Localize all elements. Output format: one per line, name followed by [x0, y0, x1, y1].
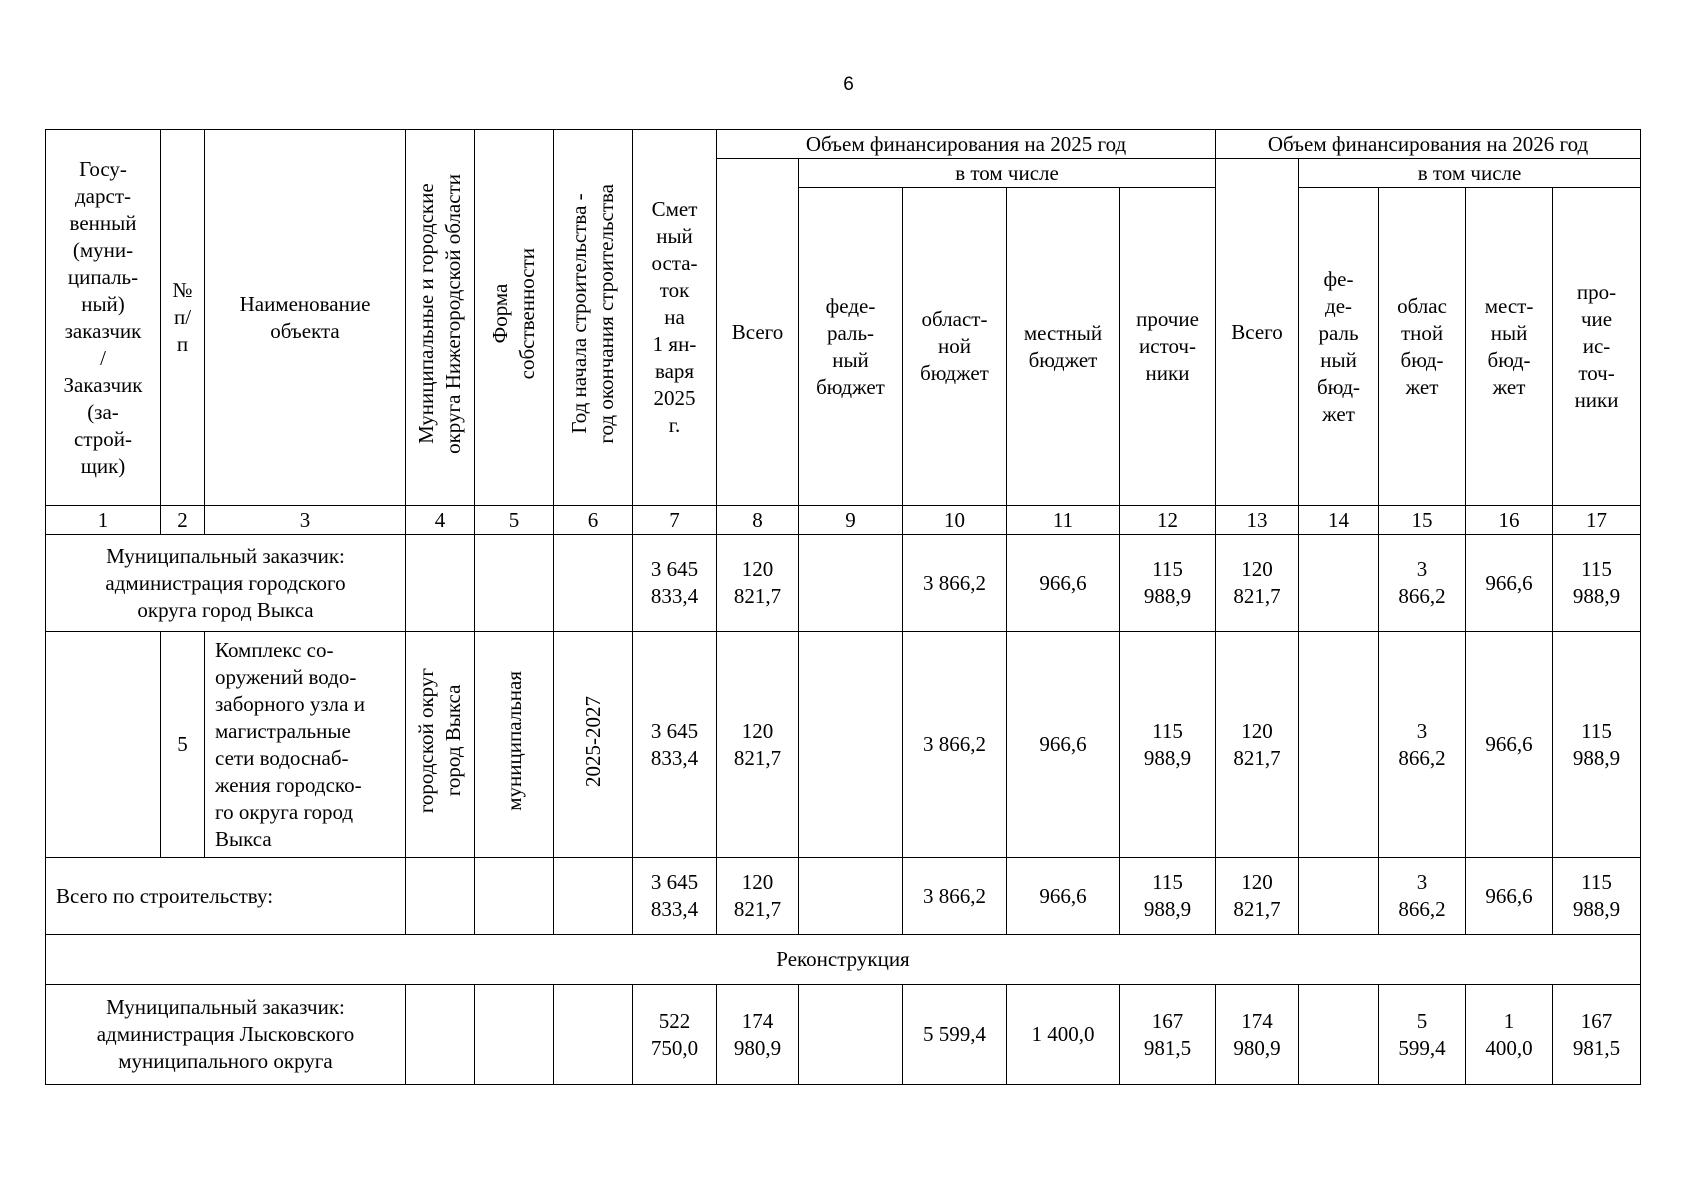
regional-2026-cell: 5 599,4: [1379, 985, 1466, 1085]
header-group-2026: Объем финансирования на 2026 год: [1216, 130, 1641, 159]
total-2025-cell: 174 980,9: [717, 985, 799, 1085]
header-districts-cell: [406, 130, 475, 506]
financing-table: [45, 129, 1641, 1085]
table-row: [46, 535, 1641, 632]
page-number: 6: [843, 74, 854, 95]
regional-2025-cell: 3 866,2: [903, 535, 1007, 632]
other-2026-cell: 115 988,9: [1553, 535, 1641, 632]
local-2026-cell: 966,6: [1466, 535, 1553, 632]
years-text: 2025-2027: [580, 695, 605, 787]
object-name-cell: Комплекс со- оружений водо- заборного узла и магистральные сети водоснаб- жения городско- го округа город Выкса: [205, 632, 406, 858]
table-cell: [475, 858, 554, 935]
table-row: [46, 985, 1641, 1085]
table-cell: [475, 985, 554, 1085]
ownership-cell: [475, 632, 554, 858]
table-row: [46, 632, 1641, 858]
header-districts: Муниципальные и городские округа Нижегородской области: [414, 174, 465, 454]
col-number: 1: [46, 506, 161, 535]
header-incl-2025: в том числе: [799, 159, 1216, 188]
estimate-remainder-cell: 3 645 833,4: [633, 632, 717, 858]
table-cell: [554, 535, 633, 632]
local-2025-cell: 966,6: [1007, 535, 1120, 632]
local-2025-cell: 966,6: [1007, 858, 1120, 935]
header-incl-2026: в том числе: [1299, 159, 1641, 188]
table-cell: [406, 858, 475, 935]
total-2026-cell: 120 821,7: [1216, 858, 1299, 935]
regional-2026-cell: 3 866,2: [1379, 858, 1466, 935]
col-number: 5: [475, 506, 554, 535]
table-cell: [475, 535, 554, 632]
table-cell: [554, 858, 633, 935]
total-2025-cell: 120 821,7: [717, 535, 799, 632]
header-customer: Госу- дарст- венный (муни- ципаль- ный) заказчик / Заказчик (за- строй- щик): [46, 130, 161, 506]
col-number: 8: [717, 506, 799, 535]
other-2025-cell: 115 988,9: [1120, 632, 1216, 858]
header-group-2025: Объем финансирования на 2025 год: [717, 130, 1216, 159]
federal-2025-cell: [799, 535, 903, 632]
total-2026-cell: 120 821,7: [1216, 535, 1299, 632]
regional-2025-cell: 3 866,2: [903, 632, 1007, 858]
other-2025-cell: 167 981,5: [1120, 985, 1216, 1085]
estimate-remainder-cell: 522 750,0: [633, 985, 717, 1085]
row-number-cell: 5: [161, 632, 205, 858]
table-cell: [406, 985, 475, 1085]
col-number: 14: [1299, 506, 1379, 535]
local-2026-cell: 1 400,0: [1466, 985, 1553, 1085]
header-estimate-remainder: Смет ный оста- ток на 1 ян- варя 2025 г.: [633, 130, 717, 506]
column-numbers-row: [46, 506, 1641, 535]
regional-2025-cell: 3 866,2: [903, 858, 1007, 935]
header-object-name: Наименование объекта: [205, 130, 406, 506]
col-number: 10: [903, 506, 1007, 535]
header-total-2025: Всего: [717, 159, 799, 506]
header-local-2025: местный бюджет: [1007, 188, 1120, 506]
header-local-2026: мест- ный бюд- жет: [1466, 188, 1553, 506]
col-number: 4: [406, 506, 475, 535]
table-cell: [554, 985, 633, 1085]
col-number: 7: [633, 506, 717, 535]
local-2026-cell: 966,6: [1466, 858, 1553, 935]
table-cell: [406, 535, 475, 632]
section-title: Реконструкция: [46, 935, 1641, 985]
header-regional-2025: област- ной бюджет: [903, 188, 1007, 506]
header-row-1: [46, 130, 1641, 159]
header-number: № п/ п: [161, 130, 205, 506]
total-construction-label: Всего по строительству:: [46, 858, 406, 935]
header-ownership-cell: [475, 130, 554, 506]
total-2025-cell: 120 821,7: [717, 858, 799, 935]
other-2026-cell: 115 988,9: [1553, 858, 1641, 935]
col-number: 16: [1466, 506, 1553, 535]
col-number: 12: [1120, 506, 1216, 535]
header-years-cell: [554, 130, 633, 506]
other-2025-cell: 115 988,9: [1120, 858, 1216, 935]
other-2026-cell: 167 981,5: [1553, 985, 1641, 1085]
federal-2026-cell: [1299, 632, 1379, 858]
header-other-2026: про- чие ис- точ- ники: [1553, 188, 1641, 506]
federal-2026-cell: [1299, 535, 1379, 632]
table-cell: [46, 632, 161, 858]
table-row: [46, 858, 1641, 935]
customer-cell: Муниципальный заказчик: администрация городского округа город Выкса: [46, 535, 406, 632]
federal-2025-cell: [799, 632, 903, 858]
header-ownership: Форма собственности: [488, 248, 539, 380]
other-2025-cell: 115 988,9: [1120, 535, 1216, 632]
section-row: [46, 935, 1641, 985]
col-number: 17: [1553, 506, 1641, 535]
local-2025-cell: 966,6: [1007, 632, 1120, 858]
regional-2026-cell: 3 866,2: [1379, 535, 1466, 632]
regional-2026-cell: 3 866,2: [1379, 632, 1466, 858]
header-years: Год начала строительства - год окончания строительства: [567, 184, 618, 444]
col-number: 13: [1216, 506, 1299, 535]
col-number: 6: [554, 506, 633, 535]
local-2025-cell: 1 400,0: [1007, 985, 1120, 1085]
federal-2026-cell: [1299, 858, 1379, 935]
estimate-remainder-cell: 3 645 833,4: [633, 858, 717, 935]
col-number: 11: [1007, 506, 1120, 535]
col-number: 2: [161, 506, 205, 535]
years-cell: [554, 632, 633, 858]
district-cell: [406, 632, 475, 858]
federal-2025-cell: [799, 985, 903, 1085]
header-regional-2026: облас тной бюд- жет: [1379, 188, 1466, 506]
federal-2026-cell: [1299, 985, 1379, 1085]
regional-2025-cell: 5 599,4: [903, 985, 1007, 1085]
header-total-2026: Всего: [1216, 159, 1299, 506]
total-2025-cell: 120 821,7: [717, 632, 799, 858]
total-2026-cell: 174 980,9: [1216, 985, 1299, 1085]
other-2026-cell: 115 988,9: [1553, 632, 1641, 858]
col-number: 15: [1379, 506, 1466, 535]
col-number: 3: [205, 506, 406, 535]
estimate-remainder-cell: 3 645 833,4: [633, 535, 717, 632]
header-other-2025: прочие источ- ники: [1120, 188, 1216, 506]
district-text: городской округ город Выкса: [414, 668, 465, 814]
col-number: 9: [799, 506, 903, 535]
header-federal-2025: феде- раль- ный бюджет: [799, 188, 903, 506]
local-2026-cell: 966,6: [1466, 632, 1553, 858]
header-federal-2026: фе- де- раль ный бюд- жет: [1299, 188, 1379, 506]
customer-cell: Муниципальный заказчик: администрация Лысковского муниципального округа: [46, 985, 406, 1085]
federal-2025-cell: [799, 858, 903, 935]
ownership-text: муниципальная: [501, 671, 526, 811]
total-2026-cell: 120 821,7: [1216, 632, 1299, 858]
